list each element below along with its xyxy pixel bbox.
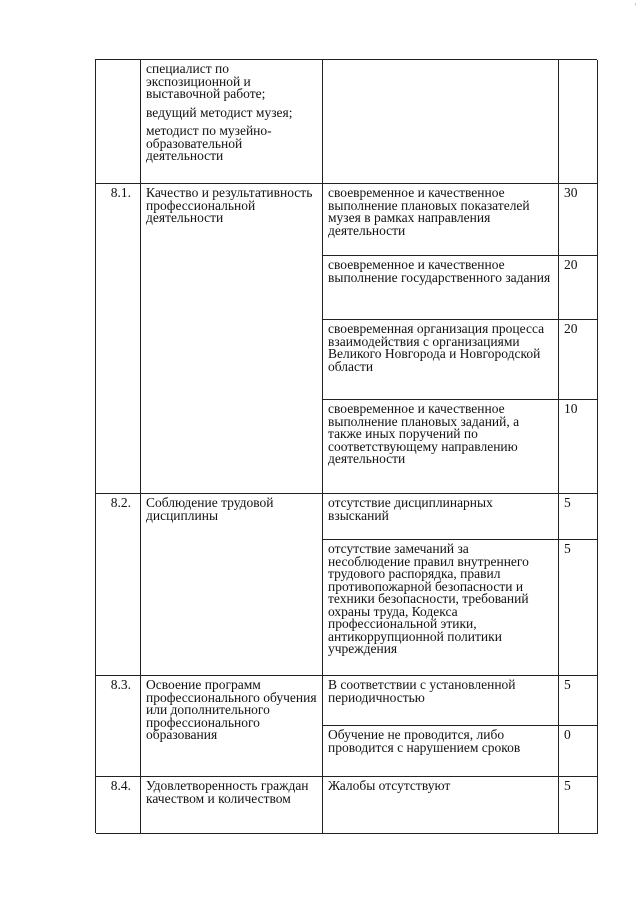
points-cell — [559, 60, 598, 184]
criteria-cell — [141, 60, 323, 184]
corner-mark: ' — [634, 2, 636, 12]
points-value: 20 — [559, 256, 598, 320]
indicator-text: В соответствии с установленной периодичностью — [323, 676, 559, 726]
criteria-text: Качество и результативность профессиональной деятельности — [141, 184, 323, 494]
points-value: 5 — [559, 494, 598, 540]
criteria-text: специалист по экспозиционной и выставочной работе; — [146, 61, 266, 101]
indicator-text: своевременная организация процесса взаимодействия с организациями Великого Новгорода и Новгородской области — [323, 320, 559, 400]
indicator-text: Обучение не проводится, либо проводится с нарушением сроков — [323, 726, 559, 777]
criteria-text: Удовлетворенность граждан качеством и количеством — [141, 777, 323, 834]
criteria-text: Освоение программ профессионального обучения или дополнительного профессионального образования — [141, 676, 323, 777]
criteria-text: Соблюдение трудовой дисциплины — [141, 494, 323, 676]
points-value: 5 — [559, 777, 598, 834]
criteria-text: ведущий методист музея; — [146, 104, 293, 120]
indicator-text: Жалобы отсутствуют — [323, 777, 559, 834]
indicator-text: своевременное и качественное выполнение плановых показателей музея в рамках направления деятельности — [323, 184, 559, 256]
points-value: 5 — [559, 676, 598, 726]
points-value: 0 — [559, 726, 598, 777]
row-number: 8.3. — [96, 676, 141, 777]
points-value: 5 — [559, 540, 598, 676]
indicator-cell — [323, 60, 559, 184]
criteria-text: методист по музейно-образовательной деятельности — [146, 123, 272, 163]
row-number: 8.1. — [96, 184, 141, 494]
indicator-text: отсутствие замечаний за несоблюдение правил внутреннего трудового распорядка, правил противопожарной безопасности и техники безопасности, требований охраны труда, Кодекса профессиональной этики, антикоррупционной политики учреждения — [323, 540, 559, 676]
indicator-text: своевременное и качественное выполнение плановых заданий, а также иных поручений по соответствующему направлению деятельности — [323, 400, 559, 494]
row-number: 8.2. — [96, 494, 141, 676]
points-value: 10 — [559, 400, 598, 494]
points-value: 30 — [559, 184, 598, 256]
indicator-text: своевременное и качественное выполнение государственного задания — [323, 256, 559, 320]
indicator-text: отсутствие дисциплинарных взысканий — [323, 494, 559, 540]
criteria-table — [95, 59, 597, 833]
row-number — [96, 60, 141, 184]
points-value: 20 — [559, 320, 598, 400]
row-number: 8.4. — [96, 777, 141, 834]
